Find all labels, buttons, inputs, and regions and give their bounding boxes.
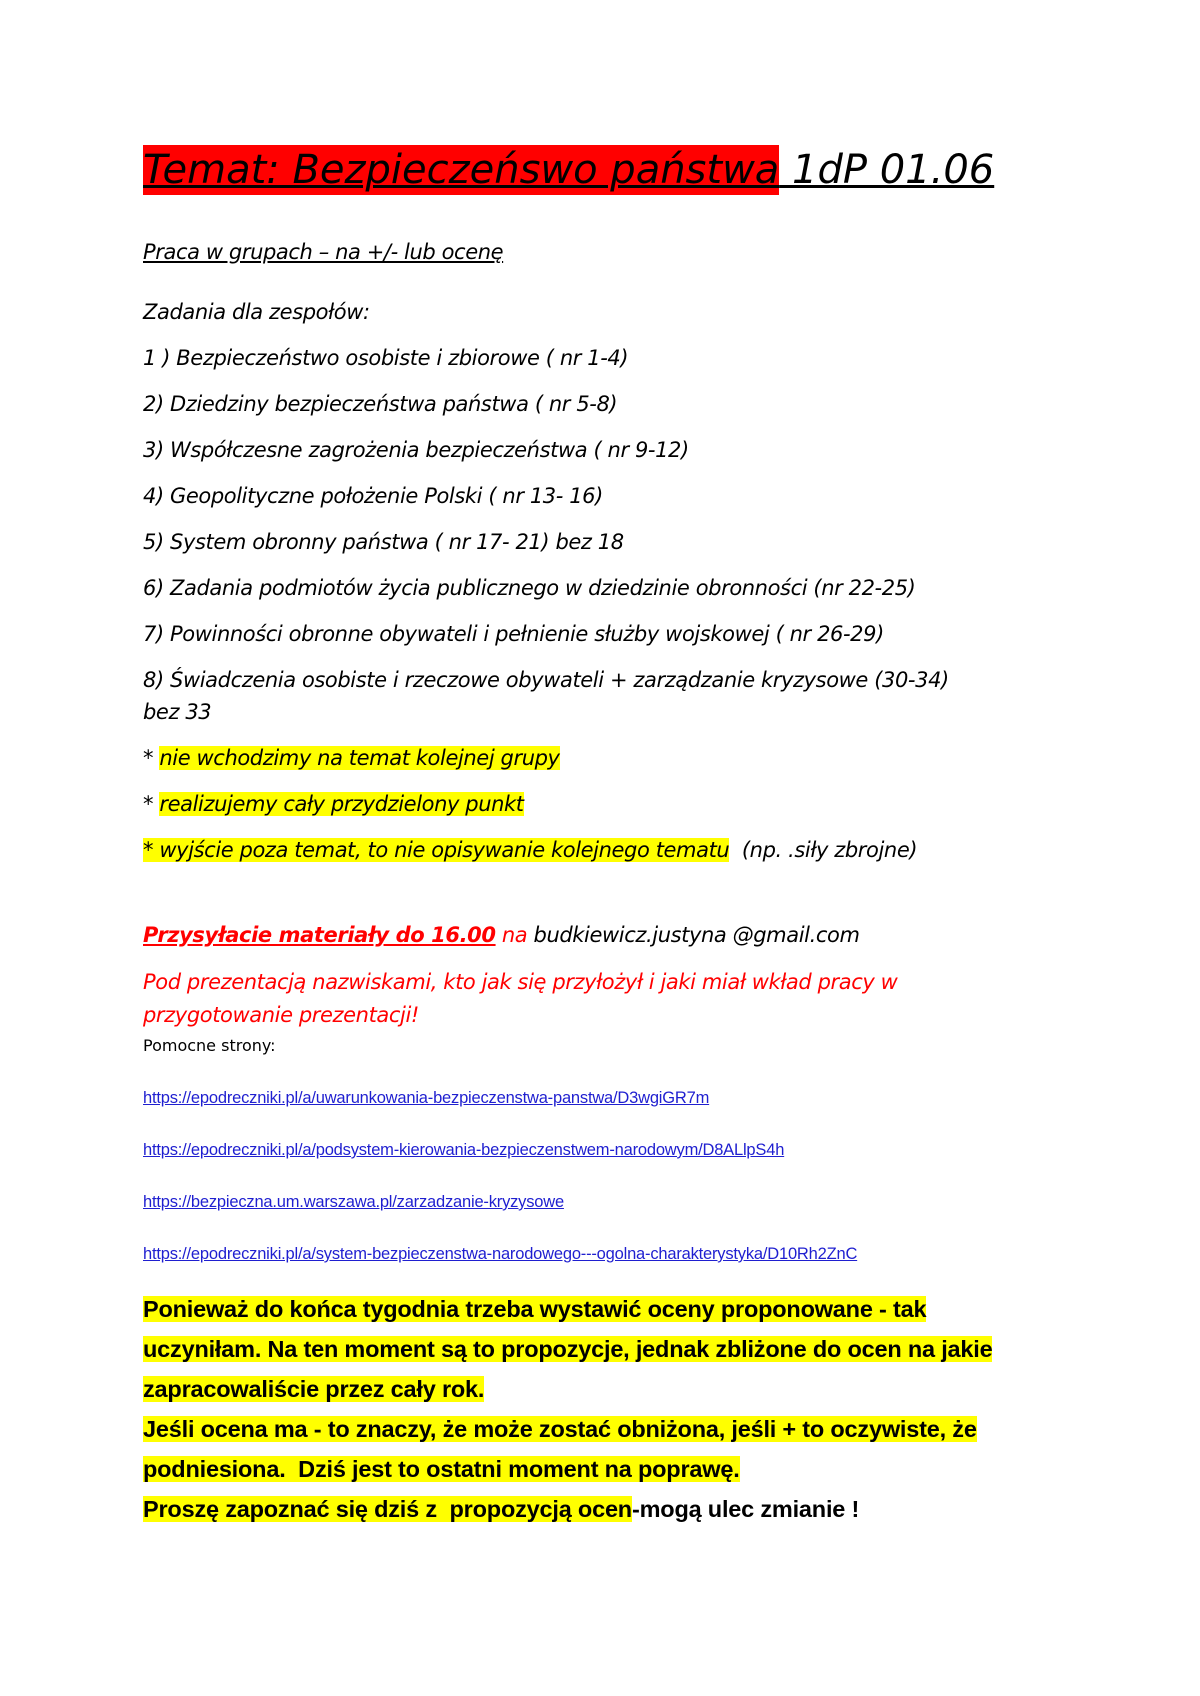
- task-item: 2) Dziedziny bezpieczeństwa państwa ( nr 5-8): [143, 392, 618, 416]
- resource-link[interactable]: https://epodreczniki.pl/a/system-bezpieczenstwa-narodowego---ogolna-charakterystyka/D10Rh2ZnC: [143, 1245, 858, 1263]
- title-highlighted: Temat: Bezpieczeńswo państwa: [143, 147, 780, 193]
- rule-item: * wyjście poza temat, to nie opisywanie kolejnego tematu (np. .siły zbrojne): [143, 838, 918, 862]
- deadline: Przysyłacie materiały do 16.00: [143, 923, 496, 947]
- grades-note: Ponieważ do końca tygodnia trzeba wystawić oceny proponowane - tak: [143, 1296, 927, 1322]
- rule-item: * realizujemy cały przydzielony punkt: [143, 792, 524, 816]
- tasks-header: Zadania dla zespołów:: [143, 300, 370, 324]
- resource-link[interactable]: https://epodreczniki.pl/a/uwarunkowania-bezpieczenstwa-panstwa/D3wgiGR7m: [143, 1089, 710, 1107]
- resource-link[interactable]: https://bezpieczna.um.warszawa.pl/zarzadzanie-kryzysowe: [143, 1193, 564, 1211]
- grades-note: Jeśli ocena ma - to znaczy, że może zostać obniżona, jeśli + to oczywiste, że: [143, 1416, 977, 1442]
- helpful-pages-label: Pomocne strony:: [143, 1036, 276, 1055]
- presentation-note: Pod prezentacją nazwiskami, kto jak się przyłożył i jaki miał wkład pracy w: [143, 970, 898, 994]
- task-item: 4) Geopolityczne położenie Polski ( nr 13- 16): [143, 484, 603, 508]
- resource-link[interactable]: https://epodreczniki.pl/a/podsystem-kierowania-bezpieczenstwem-narodowym/D8ALlpS4h: [143, 1141, 785, 1159]
- email-address: budkiewicz.justyna @gmail.com: [533, 923, 860, 947]
- grades-note: Proszę zapoznać się dziś z propozycją ocen-mogą ulec zmianie !: [143, 1496, 860, 1522]
- grades-note: uczyniłam. Na ten moment są to propozycje, jednak zbliżone do ocen na jakie: [143, 1336, 993, 1362]
- deadline-line: Przysyłacie materiały do 16.00 na budkiewicz.justyna @gmail.com: [143, 923, 860, 947]
- task-item: 8) Świadczenia osobiste i rzeczowe obywateli + zarządzanie kryzysowe (30-34): [143, 668, 949, 692]
- grades-note: zapracowaliście przez cały rok.: [143, 1376, 485, 1402]
- title-class-date: 1dP 01.06: [779, 147, 995, 193]
- page-title: [143, 140, 994, 200]
- task-item-continuation: bez 33: [143, 700, 212, 724]
- rule-item: * nie wchodzimy na temat kolejnej grupy: [143, 746, 560, 770]
- grades-note: podniesiona. Dziś jest to ostatni moment na poprawę.: [143, 1456, 740, 1482]
- task-item: 3) Współczesne zagrożenia bezpieczeństwa ( nr 9-12): [143, 438, 689, 462]
- task-item: 5) System obronny państwa ( nr 17- 21) bez 18: [143, 530, 624, 554]
- presentation-note-continuation: przygotowanie prezentacji!: [143, 1003, 419, 1027]
- intro-line: Praca w grupach – na +/- lub ocenę: [143, 240, 504, 264]
- task-item: 7) Powinności obronne obywateli i pełnienie służby wojskowej ( nr 26-29): [143, 622, 884, 646]
- task-item: 6) Zadania podmiotów życia publicznego w dziedzinie obronności (nr 22-25): [143, 576, 916, 600]
- task-item: 1 ) Bezpieczeństwo osobiste i zbiorowe ( nr 1-4): [143, 346, 629, 370]
